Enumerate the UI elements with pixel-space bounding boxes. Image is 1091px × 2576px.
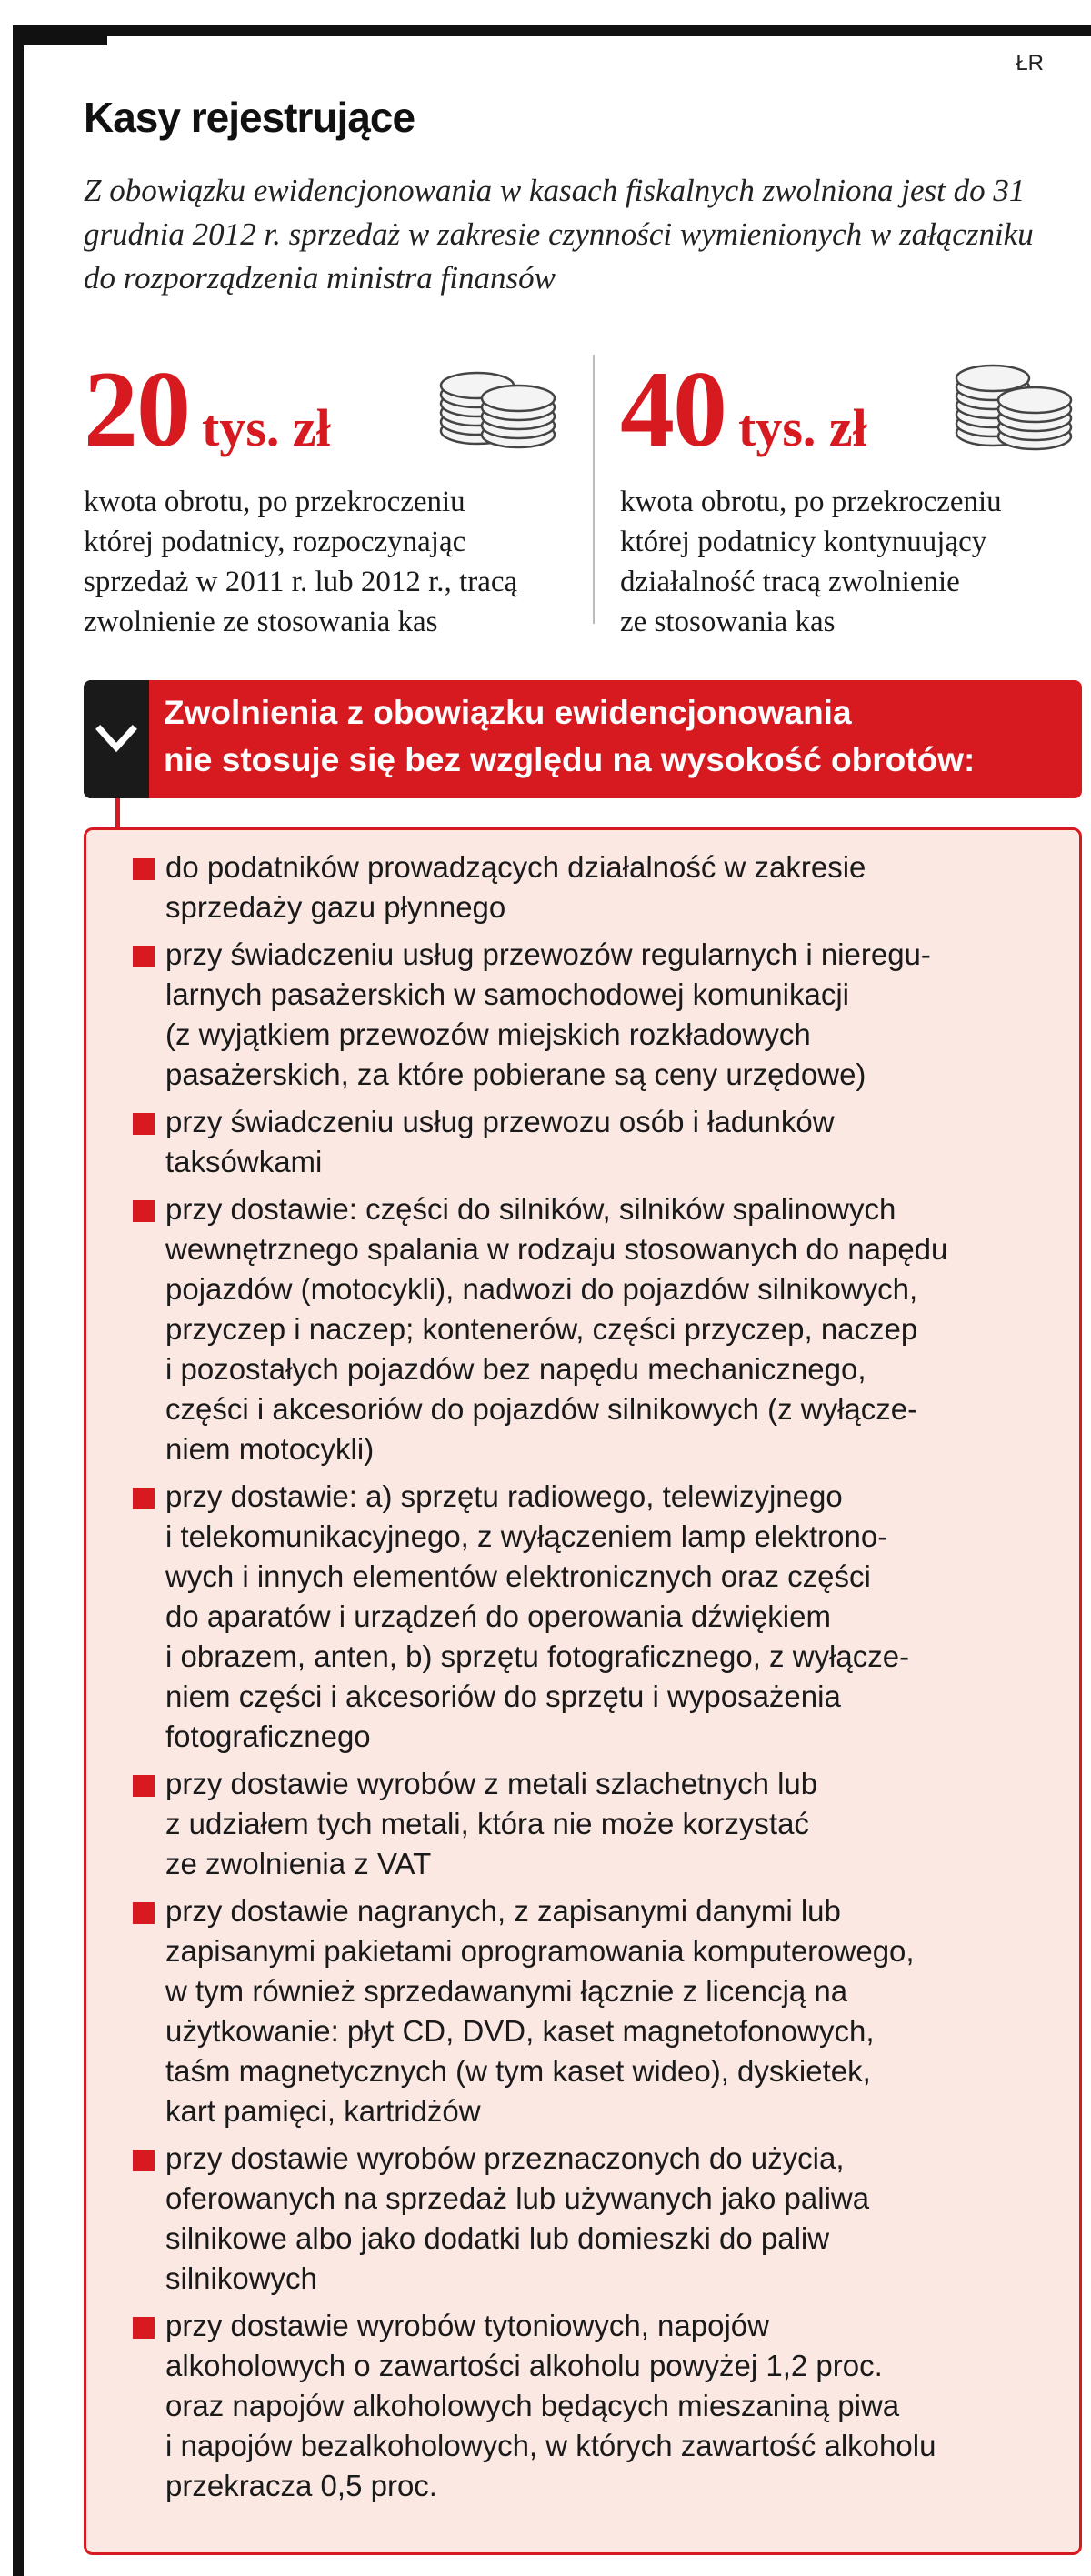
list-item [165,2139,1075,2299]
banner-chevron-block [84,680,149,798]
banner-heading: Zwolnienia z obowiązku ewidencjonowania nie stosuje się bez względu na wysokość obrotów: [164,694,976,778]
stat-number: 20 [84,348,189,469]
stats-divider [593,355,595,624]
page-title: Kasy rejestrujące [84,94,415,141]
coins-icon [947,356,1084,456]
list-item [165,2306,1075,2506]
bullet-square-icon [133,1775,155,1797]
stat-description: kwota obrotu, po przekroczeniu której podatnicy kontynuujący działalność tracą zwolnienie ze stosowania kas [620,486,1002,638]
list-item-text: przy dostawie wyrobów z metali szlachetnych lub z udziałem tych metali, która nie może korzystać ze zwolnienia z VAT [165,1767,818,1880]
stat-description: kwota obrotu, po przekroczeniu której podatnicy, rozpoczynając sprzedaż w 2011 r. lub 2012 r., tracą zwolnienie ze stosowania kas [84,486,518,638]
author-initials: ŁR [1016,51,1044,75]
list-item-text: przy dostawie: a) sprzętu radiowego, telewizyjnego i telekomunikacyjnego, z wyłączeniem lamp elektrono- wych i innych elementów elektronicznych oraz części do aparatów i urządzeń do operowania dźwiękiem i obrazem, anten, b) sprzętu fotograficznego, z wyłącze- niem części i akcesoriów do sprzętu i wyposażenia fotograficznego [165,1479,910,1753]
chevron-down-icon [95,717,138,760]
list-item [165,1189,1075,1469]
list-item-text: do podatników prowadzących działalność w zakresie sprzedaży gazu płynnego [165,850,866,924]
lead-paragraph: Z obowiązku ewidencjonowania w kasach fiskalnych zwolniona jest do 31 grudnia 2012 r. sprzedaż w zakresie czynności wymienionych w załączniku do rozporządzenia ministra finansów [84,173,1034,296]
coins-icon [427,356,564,456]
list-item-text: przy świadczeniu usług przewozu osób i ładunków taksówkami [165,1105,835,1178]
list-item [165,1477,1075,1757]
bullet-square-icon [133,2317,155,2339]
bullet-square-icon [133,1488,155,1509]
frame-left-rule [13,25,24,2576]
list-item-text: przy dostawie: części do silników, silników spalinowych wewnętrznego spalania w rodzaju stosowanych do napędu pojazdów (motocykli), nadwozi do pojazdów silnikowych, przyczep i naczep; kontenerów, części przyczep, naczep i pozostałych pojazdów bez napędu mechanicznego, części i akcesoriów do pojazdów silnikowych (z wyłącze- niem motocykli) [165,1192,948,1466]
bullet-square-icon [133,2150,155,2171]
list-item-text: przy dostawie nagranych, z zapisanymi danymi lub zapisanymi pakietami oprogramowania komputerowego, w tym również sprzedawanymi łącznie z licencją na użytkowanie: płyt CD, DVD, kaset magnetofonowych, taśm magnetycznych (w tym kaset wideo), dyskietek, kart pamięci, kartridżów [165,1894,915,2128]
list-item [165,1102,1075,1182]
bullet-square-icon [133,1902,155,1924]
list-item [165,1764,1075,1884]
stat-number: 40 [620,348,726,469]
list-item [165,847,1075,927]
stat-unit: tys. zł [738,398,867,457]
list-item-text: przy świadczeniu usług przewozów regularnych i nieregu- larnych pasażerskich w samochodowej komunikacji (z wyjątkiem przewozów miejskich rozkładowych pasażerskich, za które pobierane są ceny urzędowe) [165,937,931,1091]
list-item [165,1891,1075,2131]
frame-top-rule [13,25,1091,36]
exemption-list [165,847,1075,2513]
list-item [165,935,1075,1095]
bullet-square-icon [133,1200,155,1222]
list-item-text: przy dostawie wyrobów przeznaczonych do użycia, oferowanych na sprzedaż lub używanych jako paliwa silnikowe albo jako dodatki lub domieszki do paliw silnikowych [165,2141,870,2295]
frame-corner-tick [24,36,107,45]
bullet-square-icon [133,946,155,967]
stat-unit: tys. zł [202,398,331,457]
bullet-square-icon [133,858,155,880]
banner-connector [115,798,120,829]
bullet-square-icon [133,1113,155,1135]
list-item-text: przy dostawie wyrobów tytoniowych, napojów alkoholowych o zawartości alkoholu powyżej 1,2 proc. oraz napojów alkoholowych będących mieszaniną piwa i napojów bezalkoholowych, w których zawartość alkoholu przekracza 0,5 proc. [165,2309,936,2502]
